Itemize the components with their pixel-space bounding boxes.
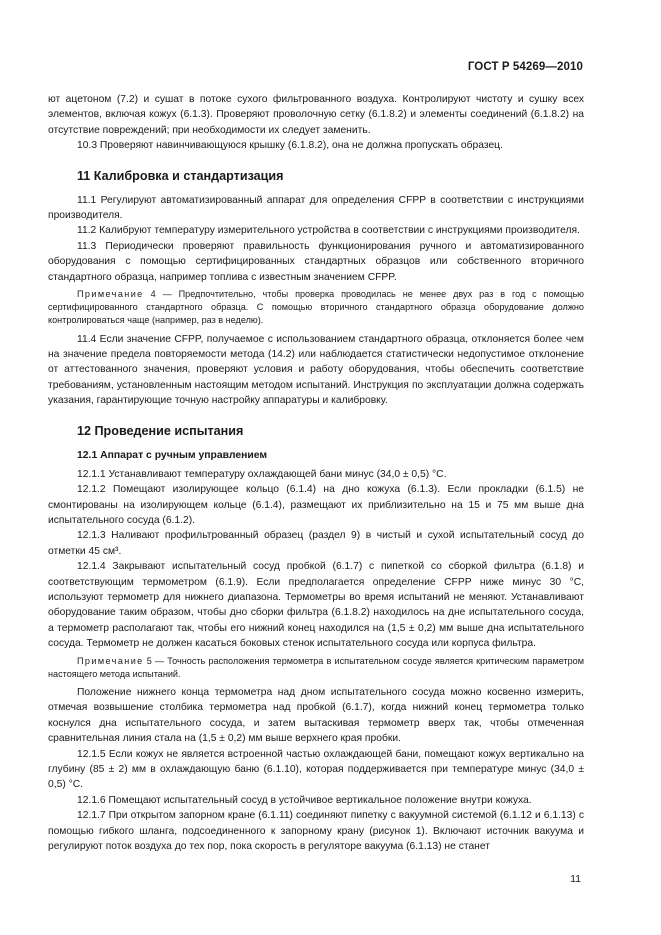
paragraph-12-1-2: 12.1.2 Помещают изолирующее кольцо (6.1.4) на дно кожуха (6.1.3). Если прокладки (6.1.5) не смонтированы на изолирующем кольце (6.1.4), размещают их приблизительно на 15 и 75 мм выше дна испытательного сосуда (6.1.2). <box>48 484 584 526</box>
paragraph-12-1-7: 12.1.7 При открытом запорном кране (6.1.11) соединяют пипетку с вакуумной системой (6.1.12 и 6.1.13) с помощью гибкого шланга, подсоединенного к запорному крану (рисунок 1). Включают источник вакуума и регулируют поток воздуха до тех пор, пока скорость в регуляторе вакуума (6.1.13) не станет <box>48 810 584 853</box>
paragraph-12-1-1: 12.1.1 Устанавливают температуру охлаждающей бани минус (34,0 ± 0,5) °С. <box>77 468 447 480</box>
note-5 <box>48 655 584 681</box>
paragraph-12-1-5: 12.1.5 Если кожух не является встроенной частью охлаждающей бани, помещают кожух вертикально на глубину (85 ± 2) мм в охлаждающую баню (6.1.10), которая поддерживается при температуре минус (34,0 ± 0,5) °С. <box>48 748 584 791</box>
standard-header: ГОСТ Р 54269—2010 <box>467 61 583 73</box>
paragraph-12-1-4: 12.1.4 Закрывают испытательный сосуд пробкой (6.1.7) с пипеткой со сборкой фильтра (6.1.8) и соответствующим термометром (6.1.9). Если предполагается определение CFPP ниже минус 30 °С, используют термометр для нижнего диапазона. Термометры во время испытаний не меняют. Устанавливают оборудование таким образом, чтобы дно сборки фильтра (6.1.8.2) находилось на дне испытательного сосуда, а термометр располагают так, чтобы его нижний конец находился на (1,5 ± 0,2) мм выше дна испытательного сосуда. Термометр не должен касаться боковых стенок испытательного сосуда или корпуса фильтра. <box>48 561 584 650</box>
paragraph-11-1: 11.1 Регулируют автоматизированный аппарат для определения CFPP в соответствии с инструкциями производителя. <box>48 194 584 222</box>
paragraph-10-3: 10.3 Проверяют навинчивающуюся крышку (6.1.8.2), она не должна пропускать образец. <box>77 140 503 152</box>
paragraph-12-1-3: 12.1.3 Наливают профильтрованный образец (раздел 9) в чистый и сухой испытательный сосуд до отметки 45 см³. <box>48 530 584 557</box>
section-12-heading: 12 Проведение испытания <box>77 423 244 438</box>
note-4-text: 4 — Предпочтительно, чтобы проверка проводилась не менее двух раз в год с помощью сертифицированного стандартного образца. С помощью вторичного стандартного образца оборудование должно контролироваться чаще (например, раз в неделю). <box>48 289 584 326</box>
subsection-12-1-heading: 12.1 Аппарат с ручным управлением <box>77 449 268 461</box>
note-4-label: Примечание <box>77 289 144 300</box>
paragraph-12-1-6: 12.1.6 Помещают испытательный сосуд в устойчивое вертикальное положение внутри кожуха. <box>77 794 532 806</box>
paragraph-continuation: ют ацетоном (7.2) и сушат в потоке сухого фильтрованного воздуха. Контролируют чистоту и сушку всех элементов, включая кожух (6.1.3). Проверяют проволочную сетку (6.1.8.2) и элементы соединений (6.1.8.2) на отсутствие повреждений; при необходимости их следует заменить. <box>48 94 584 136</box>
note-4 <box>48 288 584 328</box>
paragraph-11-3: 11.3 Периодически проверяют правильность функционирования ручного и автоматизированного оборудования с помощью сертифицированных стандартных образцов или собственного вторичного стандартного образца, например топлива с известным значением CFPP. <box>48 240 584 283</box>
page-number: 11 <box>570 874 581 885</box>
note-5-text: 5 — Точность расположения термометра в испытательном сосуде является критическим параметром настоящего метода испытаний. <box>48 655 584 679</box>
page-content <box>48 92 584 854</box>
paragraph-11-2: 11.2 Калибруют температуру измерительного устройства в соответствии с инструкциями производителя. <box>77 225 580 237</box>
section-11-heading: 11 Калибровка и стандартизация <box>77 168 284 183</box>
paragraph-11-4: 11.4 Если значение CFPP, получаемое с использованием стандартного образца, отклоняется более чем на значение предела повторяемости метода (14.2) или наблюдается статистически недопустимое отклонение от аттестованного значения, проверяют условия и работу оборудования, чтобы обеспечить соответствие требованиям, установленным настоящим методом испытаний. Инструкция по эксплуатации должна содержать указания, гарантирующие точную настройку аппаратуры и калибровку. <box>48 333 584 407</box>
note-5-label: Примечание <box>77 655 144 666</box>
paragraph-thermometer-position: Положение нижнего конца термометра над дном испытательного сосуда можно косвенно измерить, отмечая возвышение столбика термометра над пробкой (6.1.7), когда нижний конец термометра только коснулся дна испытательного сосуда, и затем вытаскивая термометр вверх так, чтобы отмеченная сравнительная линия стала на (1,5 ± 0,2) мм выше верхнего края пробки. <box>48 686 584 745</box>
